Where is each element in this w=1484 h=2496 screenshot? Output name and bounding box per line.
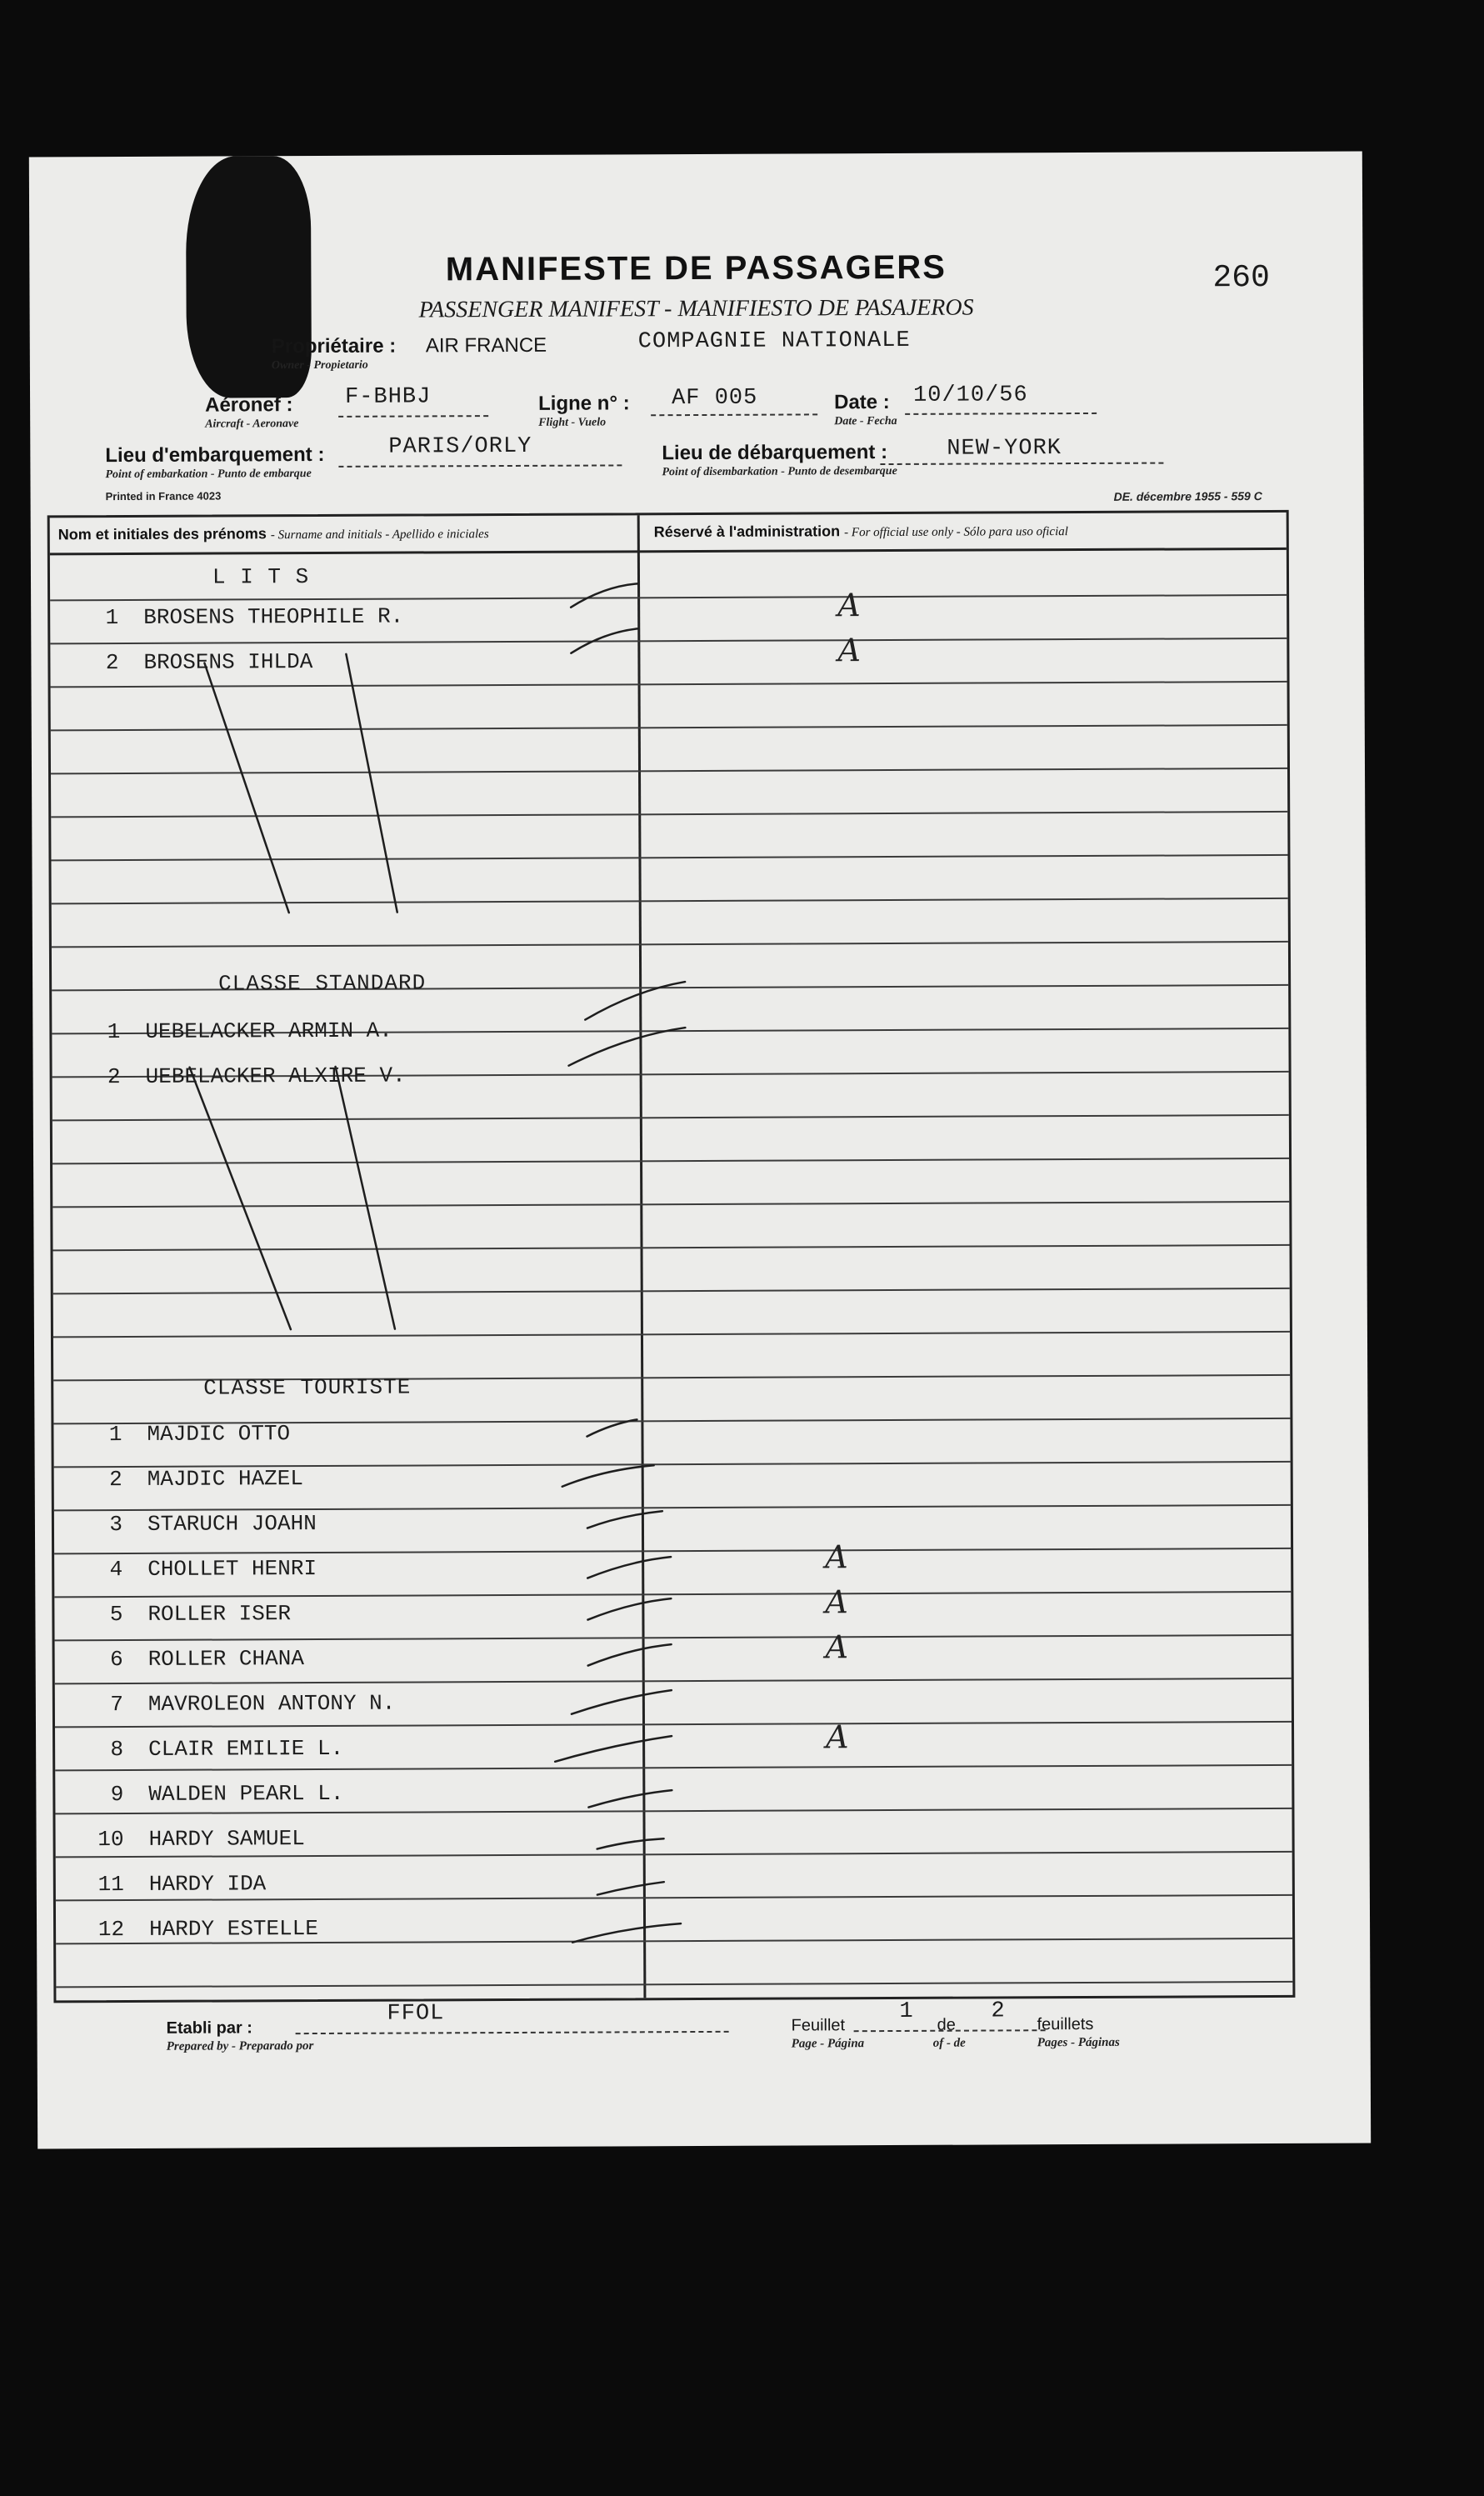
sheets-sublabel: Pages - Páginas [1037, 2035, 1120, 2050]
row-number: 6 [109, 1647, 123, 1673]
line-sublabel: Flight - Vuelo [538, 416, 607, 429]
row-number: 5 [109, 1602, 123, 1628]
passenger-name: UEBELACKER ALXIRE V. [145, 1063, 406, 1089]
passenger-name: HARDY ESTELLE [149, 1916, 318, 1942]
section-standard: CLASSE STANDARD [218, 970, 427, 997]
admin-mark: A [837, 632, 861, 669]
passenger-name: HARDY IDA [148, 1871, 267, 1897]
embark-sublabel: Point of embarkation - Punto de embarque [105, 468, 312, 482]
strike-line [336, 1067, 395, 1329]
strike-line [346, 654, 397, 913]
ink-strokes [50, 513, 1298, 2005]
strike-line [204, 663, 288, 913]
strike-line [190, 1067, 291, 1330]
of-label: de [937, 2015, 956, 2034]
prepared-value: FFOL [387, 2001, 445, 2027]
embark-underline [338, 464, 622, 467]
date-label: Date : [834, 390, 890, 414]
of-sublabel: of - de [932, 2036, 966, 2050]
prepared-sublabel: Prepared by - Preparado por [166, 2039, 314, 2053]
line-label: Ligne n° : [538, 392, 630, 415]
aircraft-sublabel: Aircraft - Aeronave [205, 418, 299, 431]
prepared-underline [296, 2031, 729, 2034]
section-lits: L I T S [212, 564, 310, 590]
admin-mark: A [825, 1718, 849, 1756]
form-code: DE. décembre 1955 - 559 C [1113, 489, 1262, 503]
col-admin-header: Réservé à l'administration - For official use only - Sólo para uso oficial [653, 523, 1068, 541]
passenger-name: ROLLER CHANA [147, 1646, 304, 1672]
passenger-name: WALDEN PEARL L. [148, 1780, 344, 1807]
row-number: 2 [109, 1467, 122, 1493]
sheet-sublabel: Page - Página [791, 2037, 865, 2051]
page-number: 260 [1212, 260, 1270, 297]
owner-typed: COMPAGNIE NATIONALE [637, 328, 911, 355]
passenger-name: HARDY SAMUEL [148, 1826, 305, 1852]
row-number: 2 [107, 1064, 121, 1090]
disembark-value: NEW-YORK [947, 436, 1062, 462]
passenger-name: MAJDIC OTTO [147, 1421, 291, 1447]
embark-value: PARIS/ORLY [388, 433, 532, 460]
page-title: MANIFESTE DE PASSAGERS [445, 248, 947, 288]
embark-label: Lieu d'embarquement : [105, 443, 325, 468]
sheet-label: Feuillet [791, 2016, 846, 2035]
owner-printed: AIR FRANCE [425, 333, 547, 358]
row-number: 10 [97, 1827, 124, 1853]
row-number: 2 [105, 650, 119, 676]
passenger-name: MAVROLEON ANTONY N. [147, 1690, 396, 1717]
disembark-sublabel: Point of disembarkation - Punto de desembarque [662, 464, 897, 479]
col-name-header: Nom et initiales des prénoms - Surname and initials - Apellido e iniciales [57, 525, 489, 543]
printed-in: Printed in France 4023 [105, 489, 222, 503]
admin-mark: A [825, 1628, 849, 1666]
row-number: 8 [110, 1737, 124, 1763]
admin-mark: A [825, 1538, 848, 1576]
aircraft-value: F-BHBJ [344, 384, 432, 410]
passenger-name: BROSENS THEOPHILE R. [143, 603, 404, 630]
owner-sublabel: Owner - Propietario [271, 358, 368, 373]
passenger-name: ROLLER ISER [147, 1601, 292, 1627]
row-number: 4 [109, 1557, 123, 1583]
passenger-name: STARUCH JOAHN [147, 1511, 317, 1537]
passenger-name: BROSENS IHLDA [143, 649, 313, 675]
row-number: 11 [97, 1872, 124, 1898]
line-value: AF 005 [671, 385, 758, 412]
date-sublabel: Date - Fecha [834, 414, 897, 428]
passenger-name: CLAIR EMILIE L. [148, 1735, 344, 1762]
sheets-label: feuillets [1037, 2014, 1094, 2034]
manifest-sheet [29, 152, 1371, 2149]
row-number: 1 [107, 1019, 121, 1045]
aircraft-underline [338, 415, 488, 418]
row-number: 1 [105, 605, 119, 631]
date-value: 10/10/56 [912, 383, 1028, 408]
disembark-underline [880, 463, 1163, 465]
passenger-name: UEBELACKER ARMIN A. [145, 1018, 392, 1044]
line-underline [651, 413, 817, 416]
section-touriste: CLASSE TOURISTE [203, 1374, 412, 1401]
row-number: 3 [109, 1512, 123, 1538]
row-number: 9 [110, 1782, 124, 1808]
aircraft-label: Aéronef : [205, 393, 293, 417]
passenger-name: CHOLLET HENRI [147, 1556, 317, 1582]
row-number: 7 [110, 1692, 123, 1718]
date-underline [905, 413, 1097, 415]
row-number: 12 [97, 1917, 125, 1943]
prepared-label: Etabli par : [166, 2018, 252, 2038]
sheet-value: 1 [899, 1998, 914, 2024]
row-number: 1 [108, 1422, 122, 1448]
passenger-table [47, 510, 1296, 2003]
disembark-label: Lieu de débarquement : [662, 441, 888, 465]
admin-mark: A [825, 1583, 848, 1621]
owner-label: Propriétaire : [271, 334, 397, 358]
passenger-name: MAJDIC HAZEL [147, 1466, 304, 1492]
page-subtitle: PASSENGER MANIFEST - MANIFIESTO DE PASAJEROS [418, 294, 974, 323]
admin-mark: A [837, 587, 861, 624]
total-value: 2 [991, 1998, 1006, 2024]
